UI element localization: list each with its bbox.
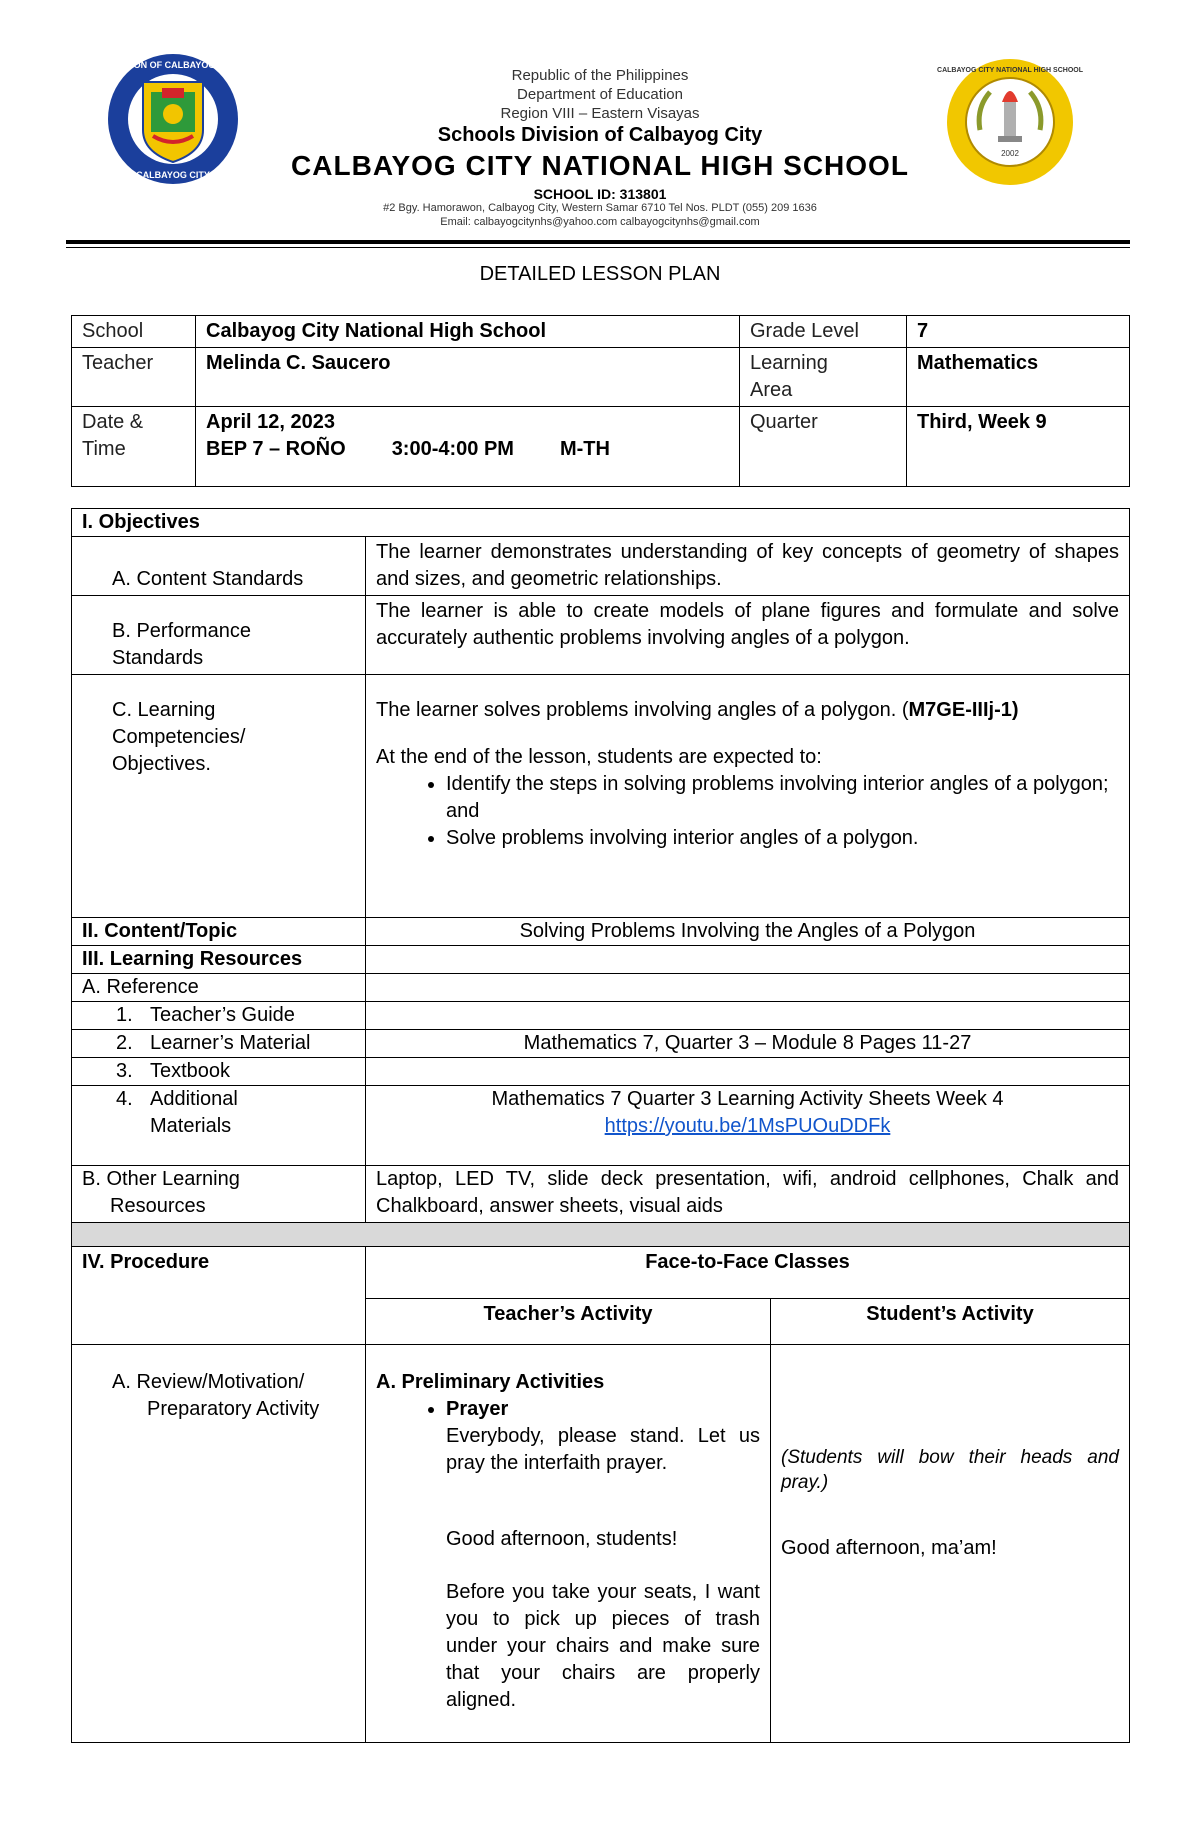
days-value: M-TH <box>559 438 610 460</box>
greeting-text: Good afternoon, students! <box>446 1528 678 1550</box>
content-standards-label: A. Content Standards <box>72 537 366 596</box>
grade-label: Grade Level <box>740 316 907 348</box>
header-email: Email: calbayogcitynhs@yahoo.com calbayogcitynhs@gmail.com <box>440 216 760 228</box>
student-activity-cell <box>771 1345 1130 1743</box>
student-prayer-response: (Students will bow their heads and pray.) <box>781 1447 1119 1493</box>
header-region: Region VIII – Eastern Visayas <box>500 105 700 122</box>
header-department: Department of Education <box>517 86 683 103</box>
resources-heading-empty <box>366 946 1130 974</box>
reference-empty <box>366 974 1130 1002</box>
grade-value: 7 <box>907 316 1130 348</box>
school-seal-ring-text: CALBAYOG CITY NATIONAL HIGH SCHOOL <box>937 67 1083 74</box>
reference-label: A. Reference <box>72 974 366 1002</box>
other-label-2: Resources <box>110 1195 206 1217</box>
info-table <box>71 315 1130 487</box>
competency-intro: At the end of the lesson, students are expected to: <box>376 746 822 768</box>
header-address: #2 Bgy. Hamorawon, Calbayog City, Western Samar 6710 Tel Nos. PLDT (055) 209 1636 <box>383 202 817 214</box>
date-time-value <box>196 407 740 487</box>
learners-material-label <box>72 1030 366 1058</box>
learning-area-label <box>740 348 907 407</box>
prayer-text: Everybody, please stand. Let us pray the interfaith prayer. <box>446 1425 760 1474</box>
objectives-heading: I. Objectives <box>72 509 1130 537</box>
procedure-heading: IV. Procedure <box>72 1247 366 1345</box>
quarter-label: Quarter <box>740 407 907 487</box>
competencies-label <box>72 675 366 918</box>
date-value: April 12, 2023 <box>206 411 335 433</box>
learning-area-label-2: Area <box>750 379 793 401</box>
header-school-id: SCHOOL ID: 313801 <box>533 186 667 202</box>
student-activity-heading: Student’s Activity <box>771 1299 1130 1345</box>
header-divider <box>66 240 1130 244</box>
content-topic-label: II. Content/Topic <box>72 918 366 946</box>
shaded-separator <box>72 1223 1130 1247</box>
competencies-cell <box>366 675 1130 918</box>
review-label-2: Preparatory Activity <box>147 1398 320 1420</box>
competency-list <box>376 771 1119 852</box>
comp-label-3: Objectives. <box>112 753 211 775</box>
date-label-1: Date & <box>82 411 144 433</box>
prayer-heading: • Prayer <box>446 1396 760 1423</box>
item-label: Teacher’s Guide <box>150 1004 295 1026</box>
additional-label-2: Materials <box>150 1115 232 1137</box>
other-label-1: B. Other Learning <box>82 1168 240 1190</box>
content-topic-value: Solving Problems Involving the Angles of a Polygon <box>366 918 1130 946</box>
review-label-1: A. Review/Motivation/ <box>112 1371 305 1393</box>
preliminary-heading: A. Preliminary Activities <box>376 1371 605 1393</box>
learners-material-value: Mathematics 7, Quarter 3 – Module 8 Pages 11-27 <box>366 1030 1130 1058</box>
competency-code: M7GE-IIIj-1) <box>908 699 1019 721</box>
additional-label-1: Additional <box>150 1088 238 1110</box>
youtube-link[interactable]: https://youtu.be/1MsPUOuDDFk <box>604 1115 891 1137</box>
schedule-line <box>206 436 729 463</box>
competency-text: The learner solves problems involving angles of a polygon. ( <box>376 699 909 721</box>
school-label: School <box>72 316 196 348</box>
teacher-value: Melinda C. Saucero <box>196 348 740 407</box>
additional-materials-value <box>366 1086 1130 1166</box>
teachers-guide-value <box>366 1002 1130 1030</box>
comp-label-1: C. Learning <box>112 699 216 721</box>
document-title: DETAILED LESSON PLAN <box>479 263 721 285</box>
item-number: 4. <box>116 1088 133 1110</box>
header-republic: Republic of the Philippines <box>511 67 689 84</box>
date-time-label <box>72 407 196 487</box>
date-label-2: Time <box>82 438 126 460</box>
comp-label-2: Competencies/ <box>112 726 246 748</box>
teachers-guide-label <box>72 1002 366 1030</box>
review-motivation-label <box>72 1345 366 1743</box>
competency-bullet: • Solve problems involving interior angles of a polygon. <box>446 825 1119 852</box>
prayer-list <box>376 1396 760 1423</box>
school-value: Calbayog City National High School <box>196 316 740 348</box>
section-value: BEP 7 – ROÑO <box>206 438 346 460</box>
performance-standards-label <box>72 596 366 675</box>
header-school-name: CALBAYOG CITY NATIONAL HIGH SCHOOL <box>291 150 909 181</box>
face-to-face-heading: Face-to-Face Classes <box>366 1247 1130 1299</box>
resources-heading: III. Learning Resources <box>72 946 366 974</box>
learning-area-label-1: Learning <box>750 352 828 374</box>
student-greeting-response: Good afternoon, ma’am! <box>781 1537 997 1559</box>
item-number: 2. <box>116 1032 133 1054</box>
competency-bullet: • Identify the steps in solving problems involving interior angles of a polygon; and <box>446 771 1119 825</box>
textbook-value <box>366 1058 1130 1086</box>
school-seal-icon <box>937 58 1083 186</box>
seal-year: 2002 <box>1001 149 1019 158</box>
teacher-label: Teacher <box>72 348 196 407</box>
division-seal-icon <box>106 52 240 186</box>
content-standards-text: The learner demonstrates understanding of key concepts of geometry of shapes and sizes, and geometric relationships. <box>366 537 1130 596</box>
perf-label-1: B. Performance <box>112 620 251 642</box>
header-divider-thin <box>66 247 1130 248</box>
competency-statement <box>376 697 1119 724</box>
item-label: Textbook <box>150 1060 231 1082</box>
teacher-activity-heading: Teacher’s Activity <box>366 1299 771 1345</box>
seal-ring-text-bottom: CALBAYOG CITY <box>136 170 210 180</box>
header-division: Schools Division of Calbayog City <box>437 124 763 146</box>
perf-label-2: Standards <box>112 647 204 669</box>
seats-instruction: Before you take your seats, I want you to pick up pieces of trash under your chairs and make sure that your chairs are properly aligned. <box>446 1581 760 1711</box>
learning-area-value: Mathematics <box>907 348 1130 407</box>
additional-materials-label <box>72 1086 366 1166</box>
other-resources-label <box>72 1166 366 1223</box>
item-number: 1. <box>116 1004 133 1026</box>
textbook-label <box>72 1058 366 1086</box>
seal-ring-text: DIVISION OF CALBAYOG CITY <box>107 60 239 70</box>
quarter-value: Third, Week 9 <box>907 407 1130 487</box>
additional-materials-text: Mathematics 7 Quarter 3 Learning Activity Sheets Week 4 <box>491 1088 1004 1110</box>
teacher-activity-cell <box>366 1345 771 1743</box>
time-value: 3:00-4:00 PM <box>391 438 514 460</box>
other-resources-value: Laptop, LED TV, slide deck presentation, wifi, android cellphones, Chalk and Chalkboard, answer sheets, visual aids <box>366 1166 1130 1223</box>
lesson-table <box>71 508 1130 1743</box>
performance-standards-text: The learner is able to create models of plane figures and formulate and solve accurately authentic problems involving angles of a polygon. <box>366 596 1130 675</box>
item-label: Learner’s Material <box>150 1032 311 1054</box>
item-number: 3. <box>116 1060 133 1082</box>
